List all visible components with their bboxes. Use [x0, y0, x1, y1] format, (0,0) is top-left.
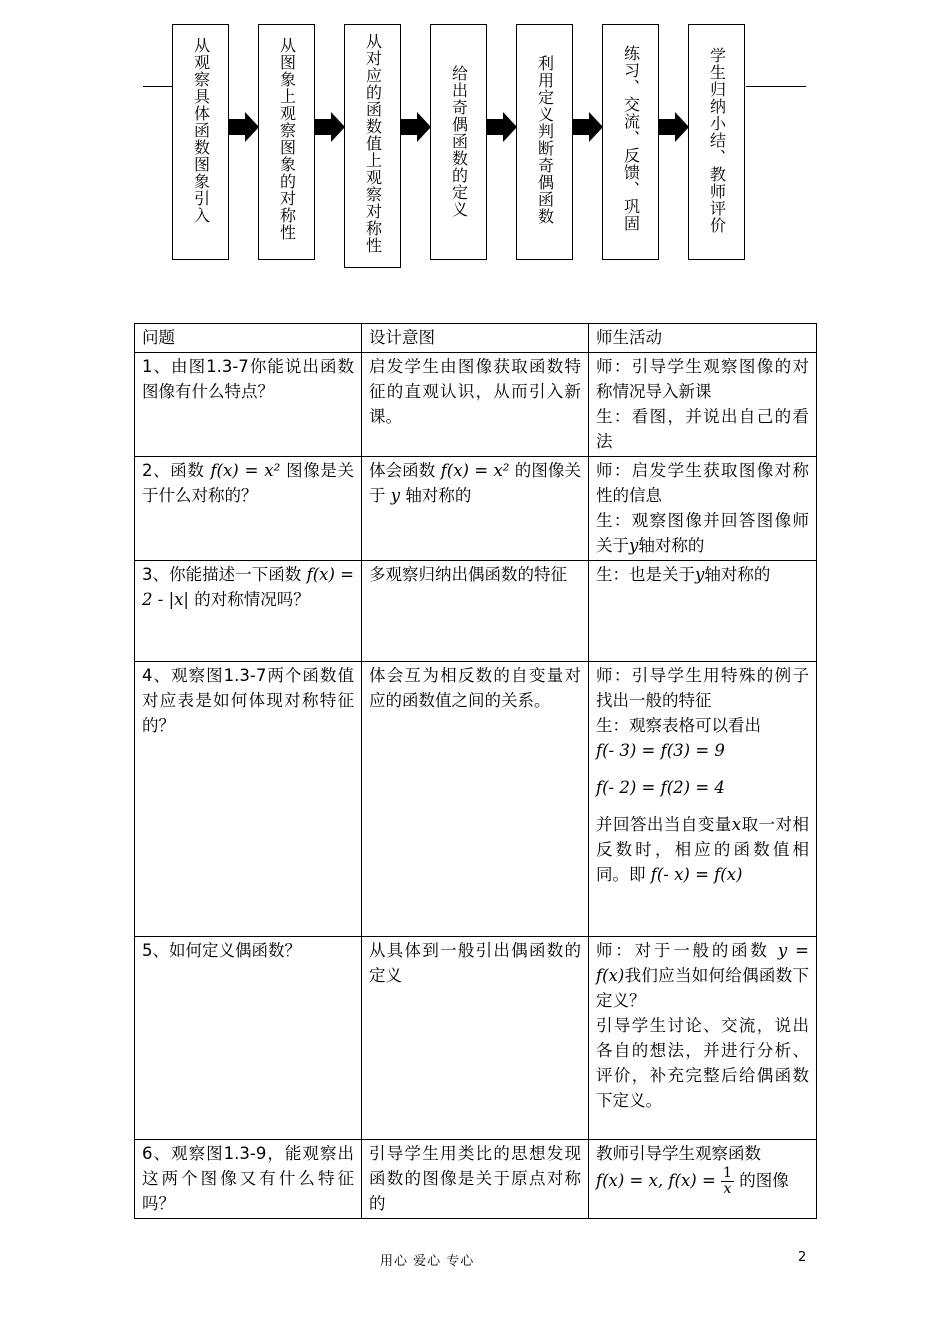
question-cell: 6、观察图1.3-9，能观察出这两个图像又有什么特征吗？: [135, 1140, 362, 1219]
teacher-activity: 师：启发学生获取图像对称性的信息: [596, 461, 809, 505]
student-activity: 生：看图，并说出自己的看法: [596, 407, 809, 451]
intent-cell: 体会函数 f(x) = x² 的图像关于 y 轴对称的: [362, 457, 589, 561]
header-intent: 设计意图: [362, 324, 589, 353]
intent-cell: 体会互为相反数的自变量对应的函数值之间的关系。: [362, 662, 589, 937]
lesson-table: [134, 323, 817, 1219]
table-header-row: [135, 324, 817, 353]
page-number: 2: [798, 1250, 807, 1265]
math-equation: f(- x) = f(x): [650, 865, 743, 884]
teacher-activity: 师：引导学生观察图像的对称情况导入新课: [596, 357, 809, 401]
table-row: [135, 937, 817, 1140]
teacher-activity: 师：对于一般的函数 y = f(x)我们应当如何给偶函数下定义？: [596, 941, 810, 1010]
flow-line-left: [143, 86, 173, 87]
math-formula: f(x) = x, f(x) = $\frac{1}{x}$ 的图像: [596, 1165, 789, 1197]
header-activity: 师生活动: [589, 324, 817, 353]
intent-cell: 从具体到一般引出偶函数的定义: [362, 937, 589, 1140]
intent-cell: 引导学生用类比的思想发现函数的图像是关于原点对称的: [362, 1140, 589, 1219]
activity-cell: [589, 457, 817, 561]
question-cell: 5、如何定义偶函数？: [135, 937, 362, 1140]
math-variable: y: [695, 565, 705, 584]
flow-step-3: 从对应的函数值上观察对称性: [344, 24, 401, 268]
intent-cell: 启发学生由图像获取函数特征的直观认识，从而引入新课。: [362, 353, 589, 457]
table-row: [135, 457, 817, 561]
fraction: $\frac{1}{x}$: [723, 1165, 732, 1197]
arrow-right-icon: [573, 112, 603, 142]
question-cell: 3、你能描述一下函数 f(x) = 2 - |x| 的对称情况吗？: [135, 561, 362, 662]
flow-step-2: 从图象上观察图象的对称性: [258, 24, 315, 260]
flow-step-4: 给出奇偶函数的定义: [430, 24, 487, 260]
math-formula: f(x) = x²: [440, 461, 510, 480]
table-row: [135, 561, 817, 662]
question-cell: 1、由图1.3-7你能说出函数图像有什么特点？: [135, 353, 362, 457]
math-equation: f(- 3) = f(3) = 9: [596, 741, 725, 760]
flow-step-5: 利用定义判断奇偶函数: [516, 24, 573, 260]
question-cell: 4、观察图1.3-7两个函数值对应表是如何体现对称特征的？: [135, 662, 362, 937]
math-formula: f(x) = 2 - |x|: [142, 565, 354, 609]
header-question: 问题: [135, 324, 362, 353]
table-row: [135, 1140, 817, 1219]
question-cell: 2、函数 f(x) = x² 图像是关于什么对称的？: [135, 457, 362, 561]
math-equation: f(- 2) = f(2) = 4: [596, 778, 725, 797]
math-formula: f(x) = x²: [210, 461, 281, 480]
flow-line-right: [746, 86, 806, 87]
math-variable: y: [390, 486, 401, 505]
activity-cell: [589, 353, 817, 457]
arrow-right-icon: [487, 112, 517, 142]
activity-cell: 教师引导学生观察函数 f(x) = x, f(x) = $\frac{1}{x}$ 的图像: [589, 1140, 817, 1219]
guide-activity: 引导学生讨论、交流，说出各自的想法，并进行分析、评价，补充完整后给偶函数下定义。: [596, 1016, 809, 1110]
activity-cell: [589, 937, 817, 1140]
student-activity: 生：观察表格可以看出: [596, 716, 761, 735]
arrow-right-icon: [659, 112, 689, 142]
activity-cell: [589, 662, 817, 937]
activity-cell: 生：也是关于y轴对称的: [589, 561, 817, 662]
student-activity: 生：观察图像并回答图像师关于y轴对称的: [596, 511, 809, 555]
footer-text: 用心 爱心 专心: [380, 1254, 475, 1269]
flow-step-6: 练习、交流、反馈、巩固: [602, 24, 659, 260]
arrow-right-icon: [315, 112, 345, 142]
teacher-activity: 师：引导学生用特殊的例子找出一般的特征: [596, 666, 809, 710]
table-row: [135, 353, 817, 457]
intent-cell: 多观察归纳出偶函数的特征: [362, 561, 589, 662]
arrow-right-icon: [229, 112, 259, 142]
flow-step-7: 学生归纳小结、教师评价: [688, 24, 745, 260]
math-formula: y = f(x): [596, 941, 810, 985]
answer-text: 并回答出当自变量x取一对相反数时，相应的函数值相同。即 f(- x) = f(x): [596, 815, 810, 884]
flow-step-1: 从观察具体函数图象引入: [172, 24, 229, 260]
arrow-right-icon: [401, 112, 431, 142]
table-row: [135, 662, 817, 937]
